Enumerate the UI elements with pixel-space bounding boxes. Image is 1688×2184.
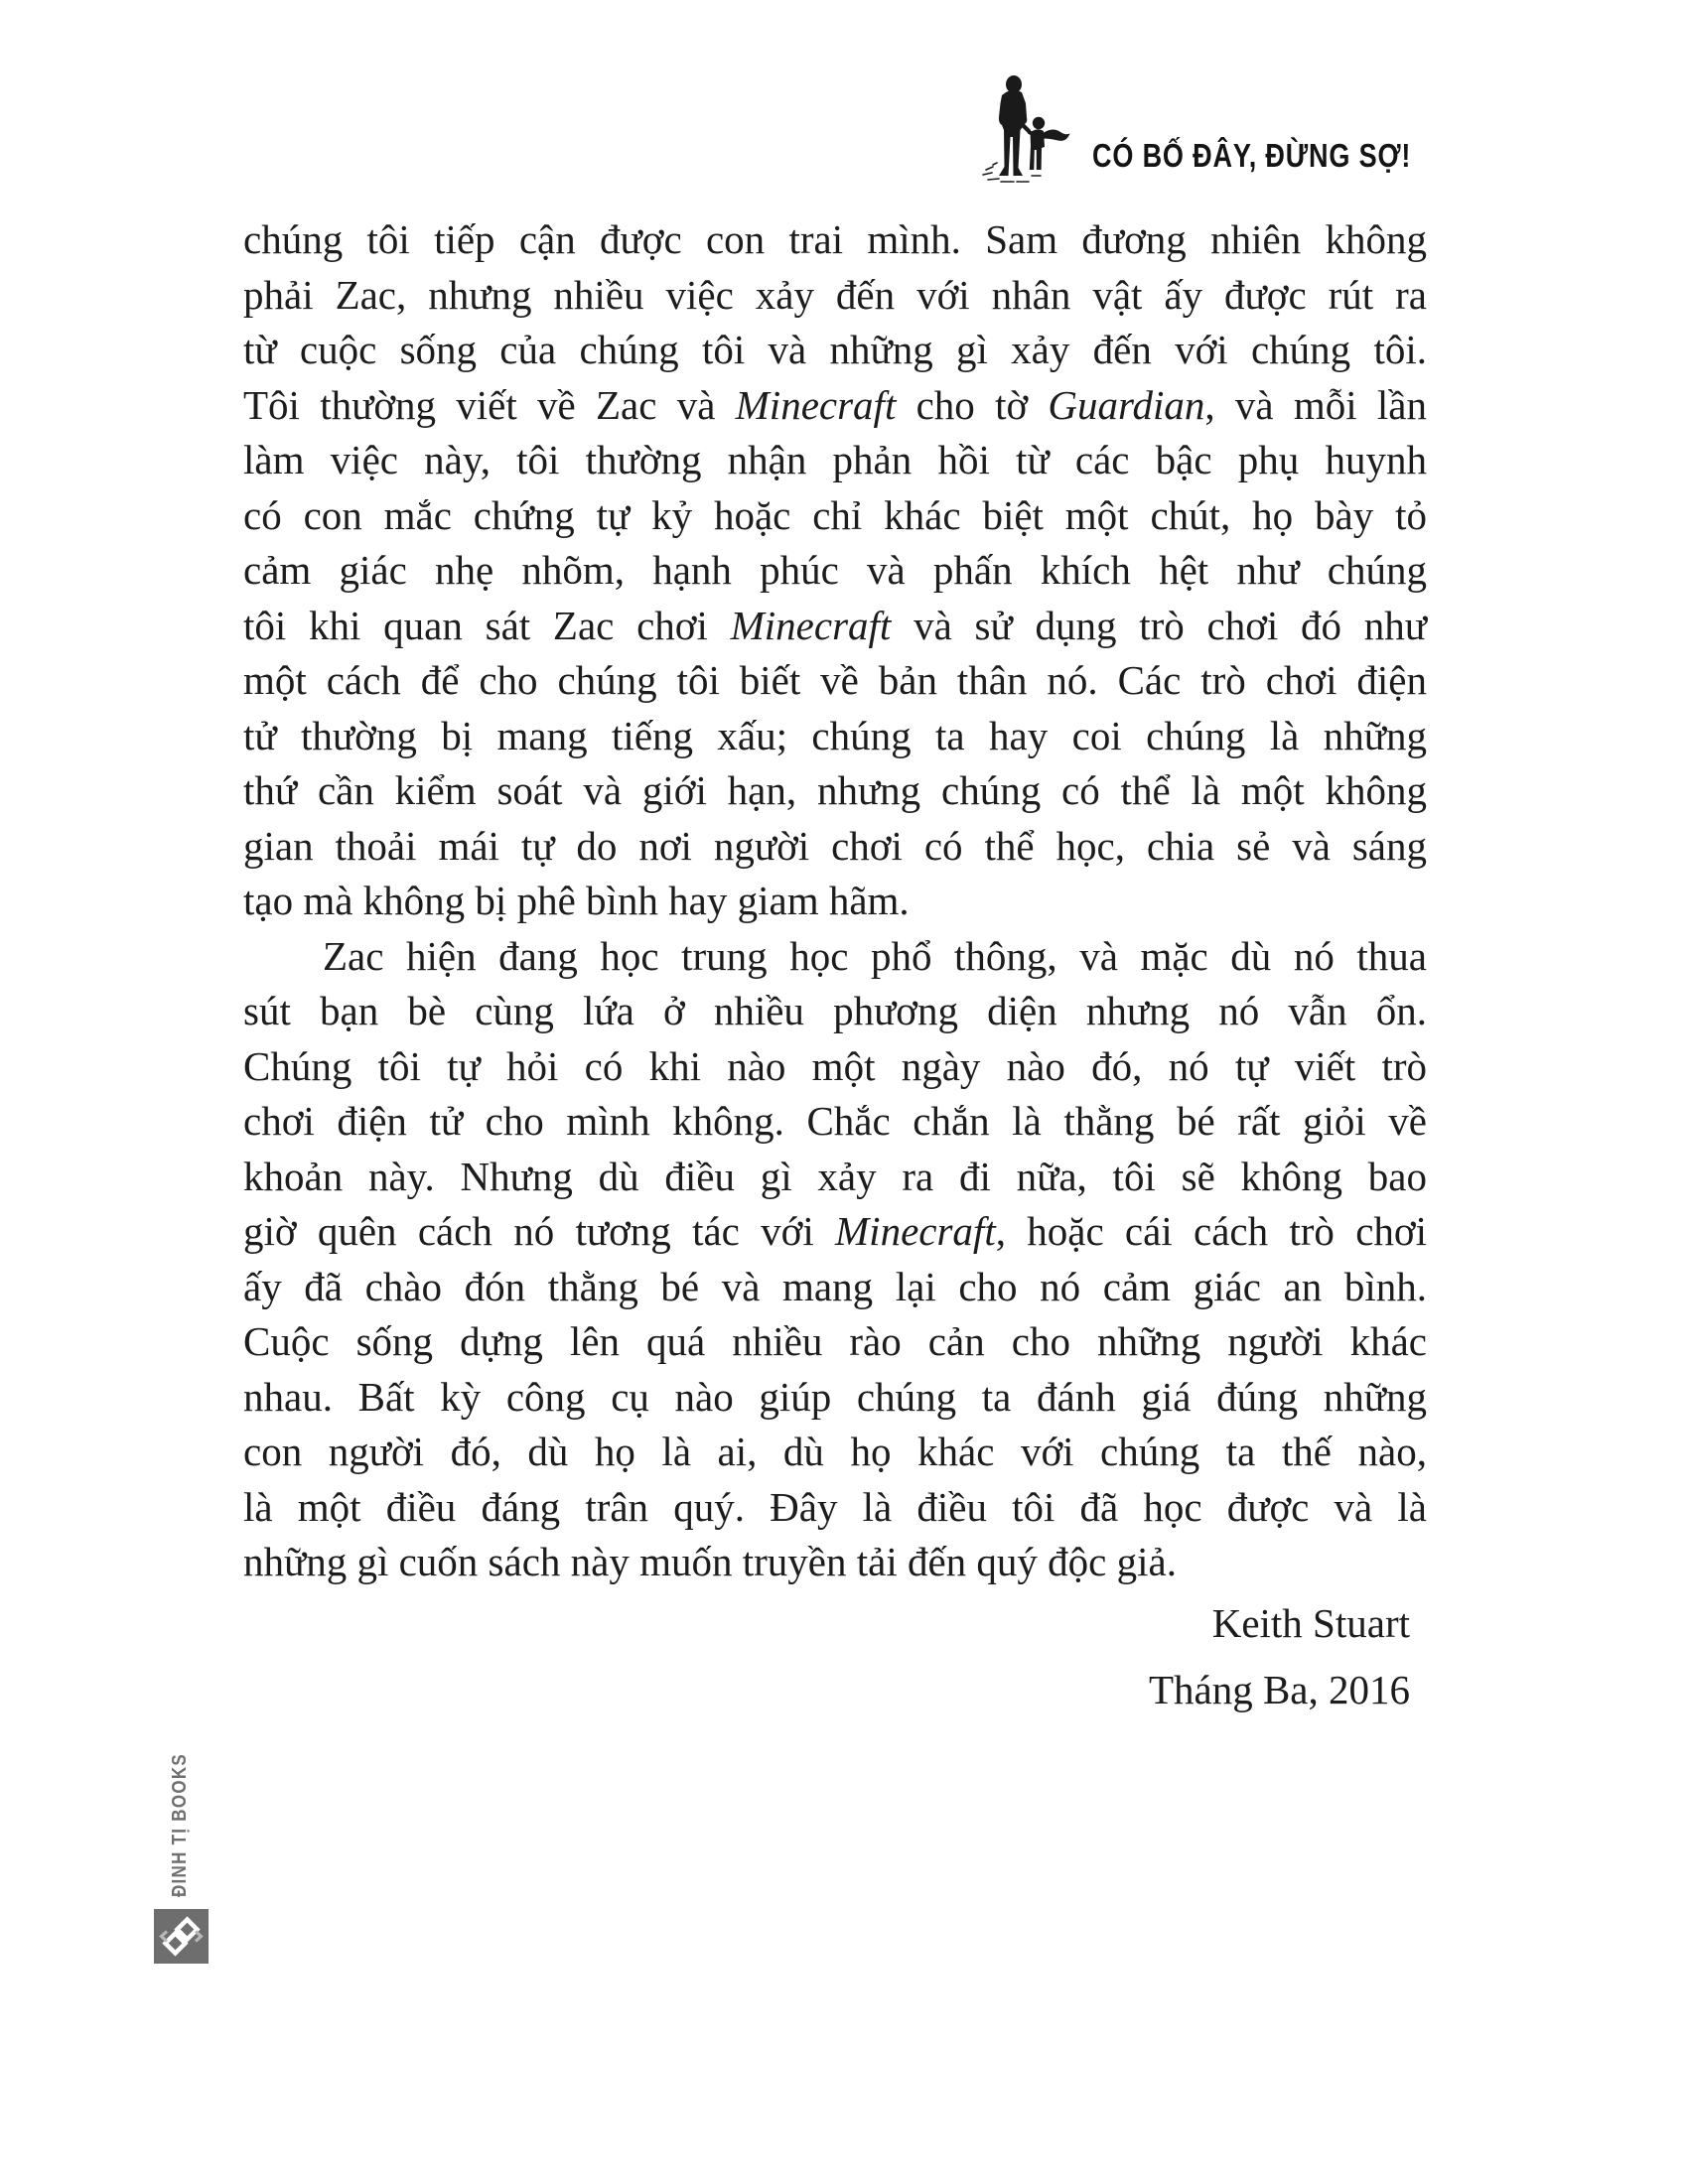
father-child-silhouette-icon	[973, 73, 1090, 185]
text-line: tử thường bị mang tiếng xấu; chúng ta hay coi chúng là những	[243, 712, 1427, 758]
signature-name: Keith Stuart	[1211, 1600, 1410, 1646]
text-line: là một điều đáng trân quý. Đây là điều tôi đã học được và là	[243, 1483, 1427, 1530]
text-line: gian thoải mái tự do nơi người chơi có thể học, chia sẻ và sáng	[243, 822, 1427, 869]
text-line: thứ cần kiểm soát và giới hạn, nhưng chúng có thể là một không	[243, 767, 1427, 813]
publisher-name: ĐINH TỊ BOOKS	[169, 1752, 191, 1897]
text-line: tôi khi quan sát Zac chơi Minecraft và sử dụng trò chơi đó như	[243, 602, 1427, 648]
body-text	[243, 212, 1427, 1590]
paragraph	[243, 212, 1427, 929]
text-line: từ cuộc sống của chúng tôi và những gì xảy đến với chúng tôi.	[243, 327, 1427, 372]
text-line: phải Zac, nhưng nhiều việc xảy đến với nhân vật ấy được rút ra	[243, 271, 1427, 318]
diamond-chain-logo-icon	[154, 1909, 209, 1964]
book-title-header: CÓ BỐ ĐÂY, ĐỪNG SỢ!	[1092, 137, 1412, 174]
text-line: Zac hiện đang học trung học phổ thông, và mặc dù nó thua	[323, 932, 1427, 979]
text-line: một cách để cho chúng tôi biết về bản thân nó. Các trò chơi điện	[243, 657, 1427, 703]
text-line: ấy đã chào đón thằng bé và mang lại cho nó cảm giác an bình.	[243, 1263, 1427, 1309]
text-line: giờ quên cách nó tương tác với Minecraft, hoặc cái cách trò chơi	[243, 1208, 1427, 1254]
text-line: Chúng tôi tự hỏi có khi nào một ngày nào đó, nó tự viết trò	[243, 1042, 1427, 1089]
text-line: sút bạn bè cùng lứa ở nhiều phương diện nhưng nó vẫn ổn.	[243, 988, 1427, 1033]
text-line: những gì cuốn sách này muốn truyền tải đến quý độc giả.	[243, 1539, 1177, 1584]
text-line: tạo mà không bị phê bình hay giam hãm.	[243, 878, 910, 923]
text-line: nhau. Bất kỳ công cụ nào giúp chúng ta đánh giá đúng những	[243, 1373, 1427, 1420]
text-line: Tôi thường viết về Zac và Minecraft cho tờ Guardian, và mỗi lần	[243, 381, 1427, 428]
text-line: cảm giác nhẹ nhõm, hạnh phúc và phấn khích hệt như chúng	[243, 547, 1427, 593]
text-line: con người đó, dù họ là ai, dù họ khác với chúng ta thế nào,	[243, 1429, 1427, 1474]
text-line: làm việc này, tôi thường nhận phản hồi từ các bậc phụ huynh	[243, 437, 1427, 482]
signature-block	[1149, 1590, 1410, 1723]
text-line: Cuộc sống dựng lên quá nhiều rào cản cho những người khác	[243, 1318, 1427, 1364]
text-line: chơi điện tử cho mình không. Chắc chắn là thằng bé rất giỏi về	[243, 1098, 1427, 1144]
text-line: chúng tôi tiếp cận được con trai mình. Sam đương nhiên không	[243, 216, 1427, 262]
text-line: khoản này. Nhưng dù điều gì xảy ra đi nữa, tôi sẽ không bao	[243, 1153, 1427, 1199]
text-line: có con mắc chứng tự kỷ hoặc chỉ khác biệt một chút, họ bày tỏ	[243, 491, 1427, 538]
signature-date: Tháng Ba, 2016	[1148, 1667, 1410, 1712]
paragraph	[243, 929, 1427, 1590]
